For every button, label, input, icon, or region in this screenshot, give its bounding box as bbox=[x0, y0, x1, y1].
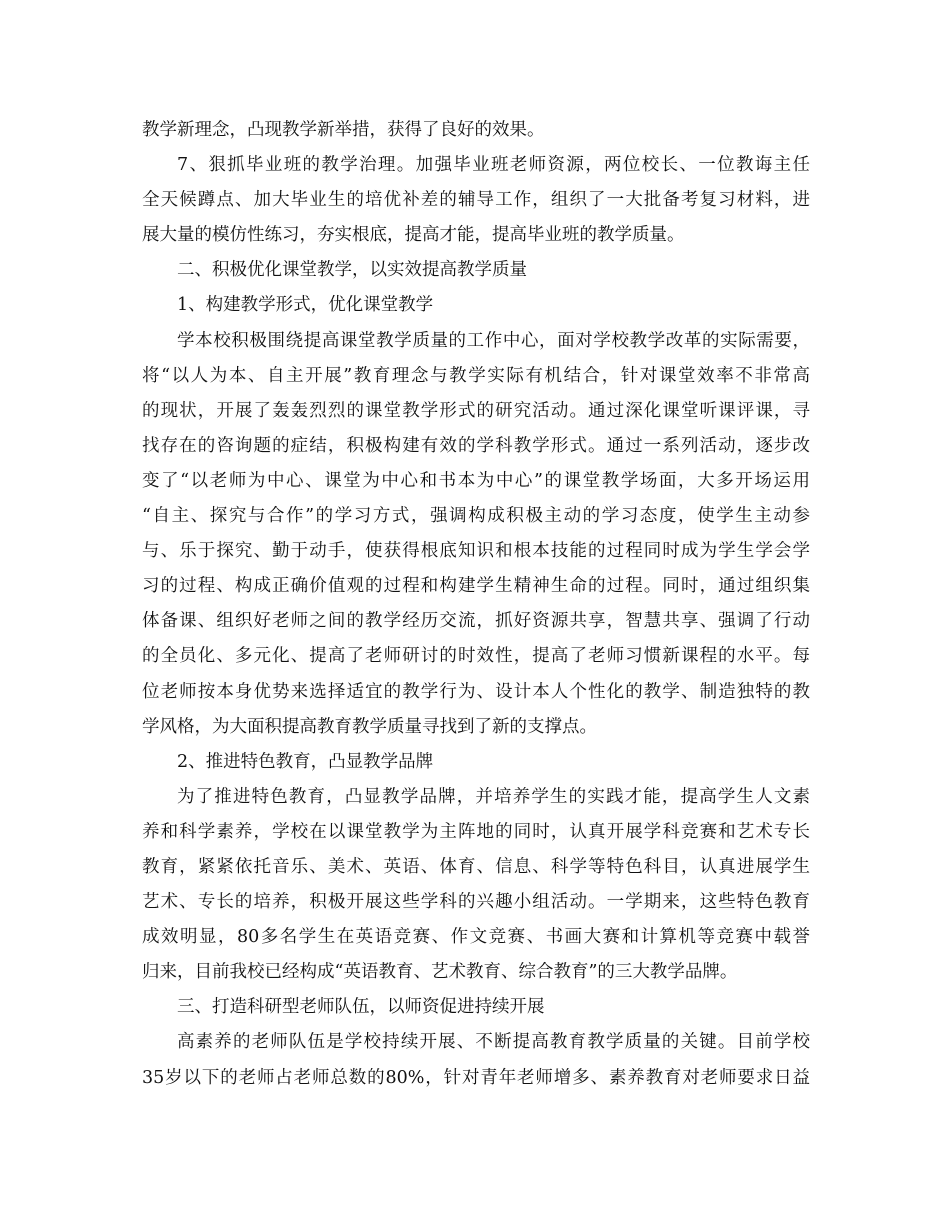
text-line: 位老师按本身优势来选择适宜的教学行为、设计本人个性化的教学、制造独特的教 bbox=[142, 681, 810, 702]
text-line: 习的过程、构成正确价值观的过程和构建学生精神生命的过程。同时，通过组织集 bbox=[142, 576, 810, 597]
text-line: 学风格，为大面积提高教育教学质量寻找到了新的支撑点。 bbox=[142, 716, 597, 737]
text-line: 体备课、组织好老师之间的教学经历交流，抓好资源共享，智慧共享、强调了行动 bbox=[142, 611, 810, 632]
text-line: 的全员化、多元化、提高了老师研讨的时效性，提高了老师习惯新课程的水平。每 bbox=[142, 646, 810, 667]
text-line: 变了“以老师为中心、课堂为中心和书本为中心”的课堂教学场面，大多开场运用 bbox=[142, 470, 810, 491]
text-line: 教学新理念，凸现教学新举措，获得了良好的效果。 bbox=[142, 120, 545, 140]
text-line: 二、积极优化课堂教学，以实效提高教学质量 bbox=[177, 260, 527, 281]
text-line: 展大量的模仿性练习，夯实根底，提高才能，提高毕业班的教学质量。 bbox=[142, 225, 685, 246]
text-line: 学本校积极围绕提高课堂教学质量的工作中心，面对学校教学改革的实际需要， bbox=[177, 330, 810, 351]
text-line: 为了推进特色教育，凸显教学品牌，并培养学生的实践才能，提高学生人文素 bbox=[177, 786, 810, 807]
text-line: 归来，目前我校已经构成“英语教育、艺术教育、综合教育”的三大教学品牌。 bbox=[142, 962, 738, 983]
text-line: 三、打造科研型老师队伍，以师资促进持续开展 bbox=[177, 997, 545, 1018]
text-line: “自主、探究与合作”的学习方式，强调构成积极主动的学习态度，使学生主动参 bbox=[142, 506, 810, 527]
text-line: 全天候蹲点、加大毕业生的培优补差的辅导工作，组织了一大批备考复习材料，进 bbox=[142, 190, 810, 211]
text-line: 教育，紧紧依托音乐、美术、英语、体育、信息、科学等特色科目，认真进展学生 bbox=[142, 856, 810, 877]
text-line: 艺术、专长的培养，积极开展这些学科的兴趣小组活动。一学期来，这些特色教育 bbox=[142, 892, 810, 913]
text-line: 养和科学素养，学校在以课堂教学为主阵地的同时，认真开展学科竞赛和艺术专长 bbox=[142, 821, 810, 842]
text-line: 2、推进特色教育，凸显教学品牌 bbox=[177, 751, 434, 772]
text-line: 找存在的咨询题的症结，积极构建有效的学科教学形式。通过一系列活动，逐步改 bbox=[142, 435, 810, 456]
text-line: 7、狠抓毕业班的教学治理。加强毕业班老师资源，两位校长、一位教诲主任 bbox=[177, 155, 810, 176]
text-line: 成效明显，80多名学生在英语竞赛、作文竞赛、书画大赛和计算机等竞赛中载誉 bbox=[142, 927, 810, 948]
text-line: 1、构建教学形式，优化课堂教学 bbox=[177, 295, 434, 316]
text-line: 35岁以下的老师占老师总数的80%，针对青年老师增多、素养教育对老师要求日益 bbox=[142, 1067, 810, 1088]
text-line: 与、乐于探究、勤于动手，使获得根底知识和根本技能的过程同时成为学生学会学 bbox=[142, 541, 810, 562]
text-line: 的现状，开展了轰轰烈烈的课堂教学形式的研究活动。通过深化课堂听课评课，寻 bbox=[142, 400, 810, 421]
text-line: 高素养的老师队伍是学校持续开展、不断提高教育教学质量的关键。目前学校 bbox=[177, 1032, 810, 1053]
document-body bbox=[142, 113, 810, 1096]
text-line: 将“以人为本、自主开展”教育理念与教学实际有机结合，针对课堂效率不非常高 bbox=[142, 365, 810, 386]
